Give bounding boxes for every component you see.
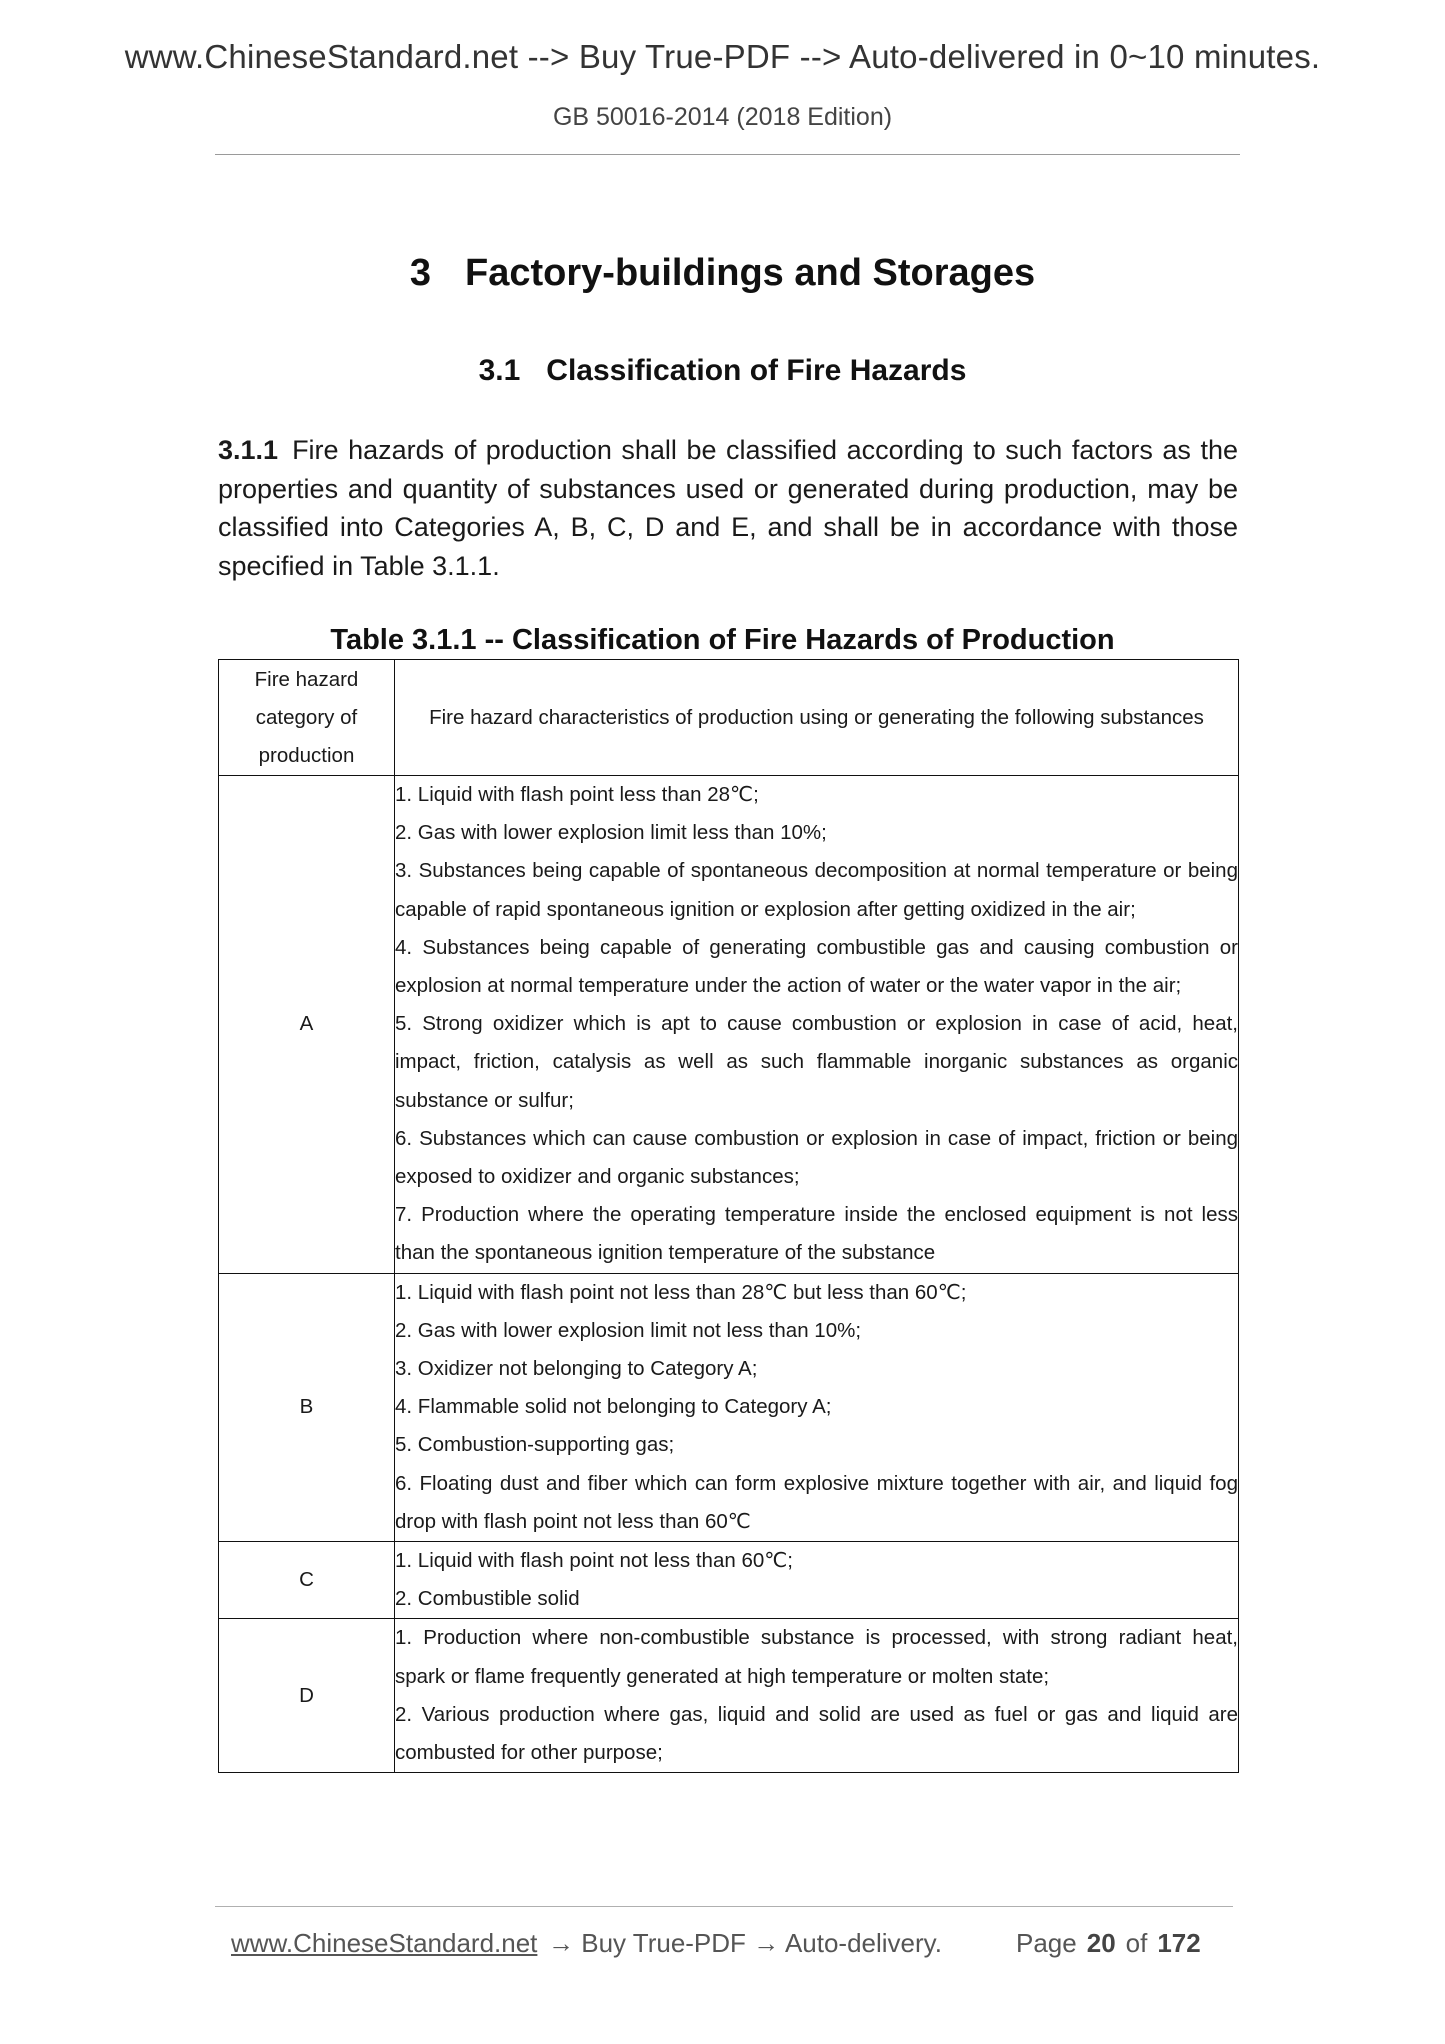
total-pages: 172 [1157,1928,1201,1958]
list-item: 3. Substances being capable of spontaneous decomposition at normal temperature or being capable of rapid spontaneous ignition or explosion after getting oxidized in the air; [395,859,1238,921]
characteristics-cell [395,1273,1239,1541]
footer-site-link[interactable]: www.ChineseStandard.net [231,1928,538,1958]
header-category-line: production [258,743,355,767]
section-title [0,354,1445,388]
list-item: 4. Flammable solid not belonging to Category A; [395,1395,832,1419]
list-item: 5. Strong oxidizer which is apt to cause combustion or explosion in case of acid, heat, impact, friction, catalysis as well as such flammable inorganic substances as organic substance or sulfur; [395,1012,1238,1112]
header-category-cell [219,660,395,776]
page-number: 20 [1086,1928,1116,1958]
category-cell: C [219,1542,395,1619]
list-item: 2. Gas with lower explosion limit less than 10%; [395,821,827,845]
footer-divider [215,1906,1233,1907]
header-category-line: Fire hazard [254,667,359,691]
table-caption: Table 3.1.1 -- Classification of Fire Hazards of Production [330,624,1115,656]
list-item: 1. Liquid with flash point less than 28℃; [395,783,759,806]
chapter-title [0,252,1445,295]
list-item: 5. Combustion-supporting gas; [395,1433,675,1457]
chapter-number: 3 [409,252,432,294]
list-item: 2. Combustible solid [395,1587,580,1611]
table-row [219,1273,1239,1541]
top-banner: www.ChineseStandard.net --> Buy True-PDF --> Auto-delivered in 0~10 minutes. [124,38,1321,75]
list-item: 1. Liquid with flash point not less than 28℃ but less than 60℃; [395,1280,967,1304]
page-indicator [1016,1928,1211,1959]
list-item: 3. Oxidizer not belonging to Category A; [395,1357,758,1381]
list-item: 2. Gas with lower explosion limit not less than 10%; [395,1318,862,1342]
section-title-text: Classification of Fire Hazards [546,354,967,387]
list-item: 4. Substances being capable of generating combustible gas and causing combustion or explosion at normal temperature under the action of water or the water vapor in the air; [395,935,1238,998]
footer-promo: → Buy True-PDF → Auto-delivery. [548,1928,942,1958]
page-label: Page [1016,1928,1077,1958]
clause-text: Fire hazards of production shall be classified according to such factors as the properties and quantity of substances used or generated during production, may be classified into Categories A, B, C, D and E, and shall be in accordance with those specified in Table 3.1.1. [218,435,1238,581]
header-category-line: category of [255,705,358,729]
table-header-row [219,660,1239,776]
page-footer [0,1928,1445,1962]
list-item: 1. Production where non-combustible substance is processed, with strong radiant heat, spark or flame frequently generated at high temperature or molten state; [395,1626,1238,1688]
table-row [219,776,1239,1274]
characteristics-cell [395,1619,1239,1773]
list-item: 6. Substances which can cause combustion or explosion in case of impact, friction or being exposed to oxidizer and organic substances; [395,1126,1238,1189]
clause-paragraph [218,431,1238,585]
standard-id: GB 50016-2014 (2018 Edition) [552,103,893,131]
header-characteristics-cell: Fire hazard characteristics of production using or generating the following substances [395,660,1239,776]
clause-number: 3.1.1 [218,435,279,465]
fire-hazard-table [218,659,1239,1773]
category-cell: D [219,1619,395,1773]
list-item: 6. Floating dust and fiber which can form explosive mixture together with air, and liquid fog drop with flash point not less than 60℃ [395,1471,1238,1533]
characteristics-cell [395,776,1239,1274]
table-row [219,1619,1239,1773]
list-item: 2. Various production where gas, liquid and solid are used as fuel or gas and liquid are combusted for other purpose; [395,1702,1238,1765]
category-cell: A [219,776,395,1274]
of-label: of [1125,1928,1148,1958]
chapter-title-text: Factory-buildings and Storages [465,252,1036,294]
header-divider [215,154,1240,155]
characteristics-cell [395,1542,1239,1619]
category-cell: B [219,1273,395,1541]
section-number: 3.1 [478,354,521,387]
list-item: 7. Production where the operating temperature inside the enclosed equipment is not less than the spontaneous ignition temperature of the substance [395,1203,1238,1265]
list-item: 1. Liquid with flash point not less than 60℃; [395,1549,793,1573]
table-row [219,1542,1239,1619]
